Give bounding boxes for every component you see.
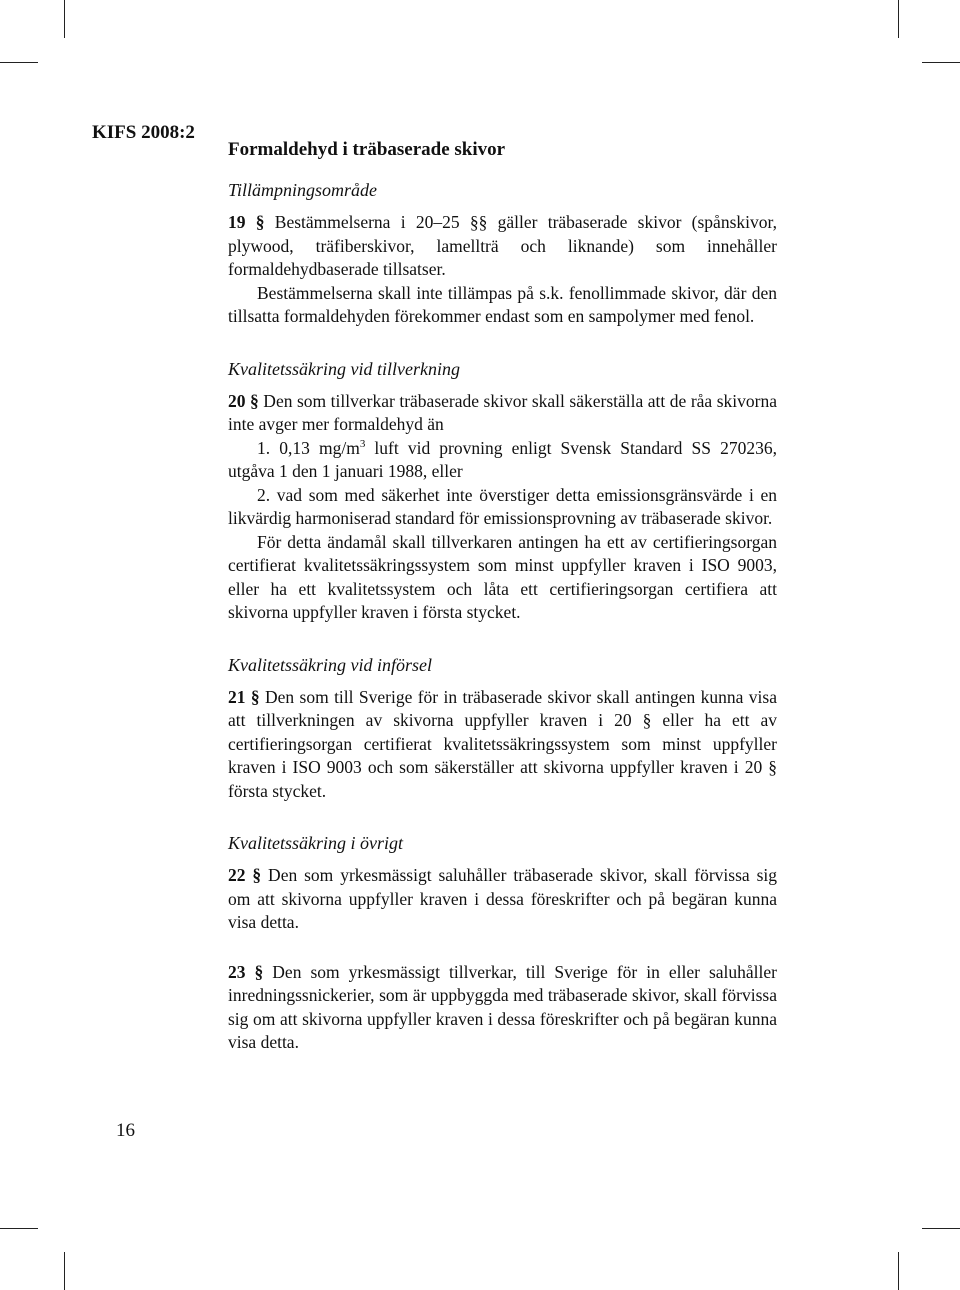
superscript: 3 [359, 437, 366, 450]
section-heading: Tillämpningsområde [228, 180, 378, 200]
document-id: KIFS 2008:2 [92, 122, 195, 143]
paragraph [228, 390, 777, 437]
list-item: 2. vad som med säkerhet inte överstiger detta emissionsgränsvärde i en likvärdig harmoniserad standard för emissionsprovning av träbaserade skivor. [228, 484, 777, 528]
paragraph-text: Den som till Sverige för in träbaserade skivor skall antingen kunna visa att tillverkningen av skivorna uppfyller kraven i 20 § eller ha ett av certifieringsorgan certifierat kvalitetssäkringssystem som minst uppfyller kraven i ISO 9003 och som säkerställer att skivorna uppfyller kraven i 20 § första stycket. [228, 686, 777, 801]
crop-mark-top-right [922, 62, 960, 63]
paragraph: För detta ändamål skall tillverkaren antingen ha ett av certifieringsorgan certifierat kvalitetssäkringssystem som minst uppfyller kraven i ISO 9003, eller ha ett kvalitetssystem och låta ett certifieringsorgan certifiera att skivorna uppfyller kraven i första stycket. [228, 531, 777, 622]
crop-mark-bottom-left [0, 1228, 38, 1229]
list-item [228, 437, 777, 484]
paragraph: Bestämmelserna skall inte tillämpas på s.k. fenollimmade skivor, där den tillsatta formaldehyden förekommer endast som en sampolymer med fenol. [228, 282, 777, 326]
paragraph-text: Den som tillverkar träbaserade skivor skall säkerställa att de råa skivorna inte avger mer formaldehyd än [228, 390, 777, 434]
document-body [228, 138, 777, 1055]
section-number: 21 § [228, 686, 260, 707]
section-number: 20 § [228, 390, 259, 411]
section-heading: Kvalitetssäkring vid tillverkning [228, 358, 460, 379]
section-heading: Kvalitetssäkring i övrigt [228, 833, 403, 853]
list-item-text: 1. 0,13 mg/m [257, 437, 360, 458]
list-item-text: luft vid provning enligt Svensk Standard SS 270236, utgåva 1 den 1 januari 1988, eller [228, 437, 777, 481]
crop-mark-bottom-right [922, 1228, 960, 1229]
paragraph [228, 864, 777, 935]
section-number: 19 § [228, 212, 265, 232]
paragraph-text: Bestämmelserna i 20–25 §§ gäller träbaserade skivor (spånskivor, plywood, träfiberskivor, lamellträ och liknande) som innehåller formaldehydbaserade tillsatser. [228, 212, 777, 279]
crop-mark-bottom-left [64, 1252, 65, 1290]
paragraph [228, 211, 777, 282]
section-number: 22 § [228, 865, 262, 885]
paragraph [228, 961, 777, 1055]
paragraph [228, 686, 777, 804]
page-number: 16 [116, 1120, 135, 1141]
paragraph-text: Den som yrkesmässigt tillverkar, till Sverige för in eller saluhåller inredningssnickerier, som är uppbyggda med träbaserade skivor, skall förvissa sig om att skivorna uppfyller kraven i dessa föreskrifter och på begäran kunna visa detta. [228, 961, 778, 1052]
crop-mark-top-left [64, 0, 65, 38]
crop-mark-bottom-right [898, 1252, 899, 1290]
page-title: Formaldehyd i träbaserade skivor [228, 139, 506, 160]
section-number: 23 § [228, 961, 264, 982]
paragraph-text: Den som yrkesmässigt saluhåller träbaserade skivor, skall förvissa sig om att skivorna uppfyller kraven i dessa föreskrifter och på begäran kunna visa detta. [228, 865, 777, 932]
section-heading: Kvalitetssäkring vid införsel [228, 654, 432, 675]
crop-mark-top-right [898, 0, 899, 38]
crop-mark-top-left [0, 62, 38, 63]
